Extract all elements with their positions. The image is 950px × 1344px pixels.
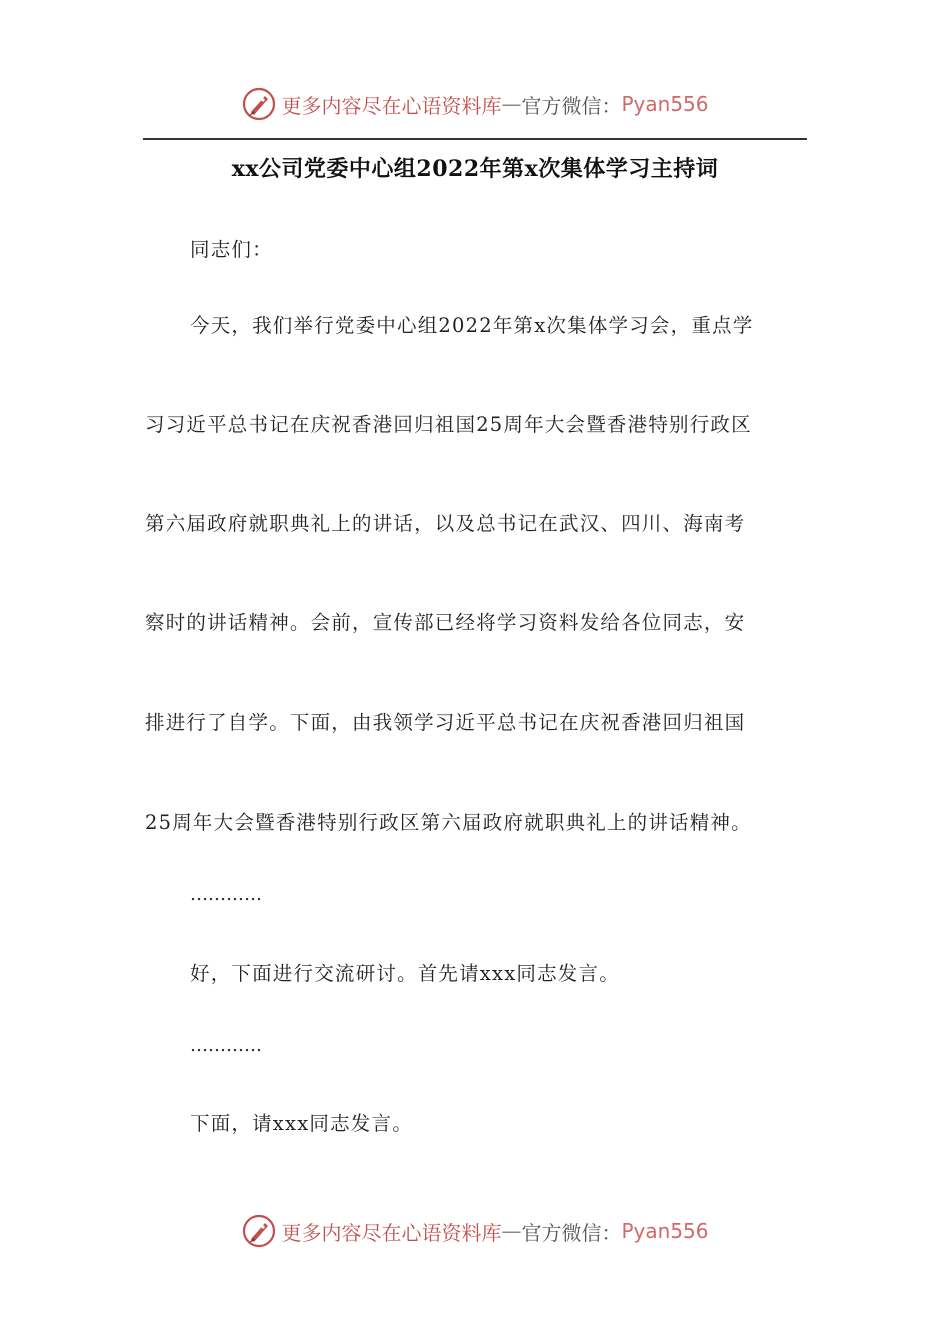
document-title: xx公司党委中心组2022年第x次集体学习主持词 — [231, 156, 719, 182]
header-banner — [0, 84, 950, 124]
paragraph-line-6: 25周年大会暨香港特别行政区第六届政府就职典礼上的讲话精神。 — [145, 811, 752, 834]
banner-site-name: 更多内容尽在心语资料库 — [281, 93, 502, 118]
pen-nib-logo-icon — [241, 1213, 277, 1249]
banner-site-name: 更多内容尽在心语资料库 — [281, 1220, 502, 1245]
banner-wechat-label: 官方微信： — [521, 1220, 622, 1245]
paragraph-2: 好，下面进行交流研讨。首先请xxx同志发言。 — [190, 962, 620, 985]
paragraph-line-3: 第六届政府就职典礼上的讲话，以及总书记在武汉、四川、海南考 — [145, 512, 746, 535]
ellipsis-2: ………… — [190, 1035, 262, 1056]
paragraph-line-2: 习习近平总书记在庆祝香港回归祖国25周年大会暨香港特别行政区 — [145, 413, 752, 436]
ellipsis-1: ………… — [190, 884, 262, 905]
footer-banner — [0, 1211, 950, 1251]
banner-separator: — — [501, 92, 522, 116]
header-rule — [143, 138, 807, 140]
banner-separator: — — [501, 1219, 522, 1243]
salutation: 同志们： — [190, 238, 273, 261]
paragraph-line-5: 排进行了自学。下面，由我领学习近平总书记在庆祝香港回归祖国 — [145, 711, 746, 734]
banner-wechat-id: Pyan556 — [621, 92, 709, 116]
paragraph-line-4: 察时的讲话精神。会前，宣传部已经将学习资料发给各位同志，安 — [145, 611, 746, 634]
pen-nib-logo-icon — [241, 86, 277, 122]
banner-wechat-id: Pyan556 — [621, 1219, 709, 1243]
banner-wechat-label: 官方微信： — [521, 93, 622, 118]
paragraph-3: 下面，请xxx同志发言。 — [190, 1112, 413, 1135]
paragraph-line-1: 今天，我们举行党委中心组2022年第x次集体学习会，重点学 — [190, 314, 754, 337]
